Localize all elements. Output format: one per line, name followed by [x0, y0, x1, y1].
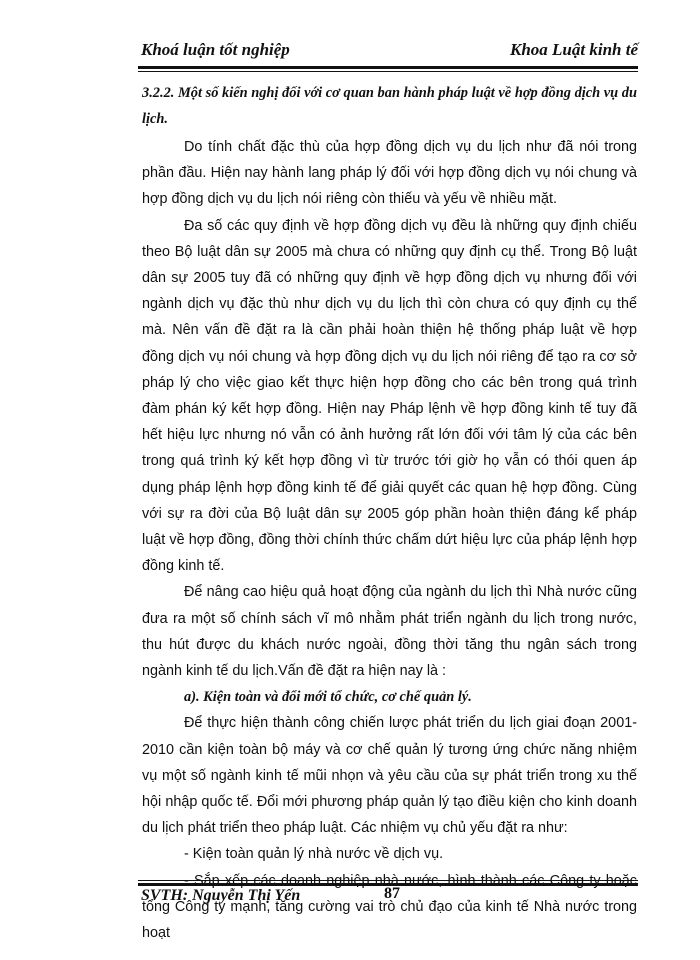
- paragraph-1: Do tính chất đặc thù của hợp đồng dịch vụ du lịch như đã nói trong phần đầu. Hiện nay hành lang pháp lý đối với hợp đồng dịch vụ nói chung và hợp đồng dịch vụ du lịch nói riêng còn thiếu và yếu về nhiều mặt.: [142, 139, 637, 208]
- paragraph-4: Để thực hiện thành công chiến lược phát triển du lịch giai đoạn 2001-2010 cần kiện toàn bộ máy và cơ chế quản lý tương ứng chức năng nhiệm vụ một số ngành kinh tế mũi nhọn và yêu cầu của sự phát triển trong xu thế hội nhập quốc tế. Đổi mới phương pháp quản lý tạo điều kiện cho kinh doanh du lịch phát triển theo pháp luật. Các nhiệm vụ chủ yếu đặt ra như:: [142, 715, 637, 837]
- page-number: 87: [384, 885, 400, 902]
- header-divider-thin: [138, 71, 638, 72]
- footer-divider-thin: [138, 880, 638, 881]
- section-heading: 3.2.2. Một số kiến nghị đối với cơ quan ban hành pháp luật về hợp đồng dịch vụ du lịch.: [142, 85, 637, 127]
- paragraph-3: Để nâng cao hiệu quả hoạt động của ngành du lịch thì Nhà nước cũng đưa ra một số chính sách vĩ mô nhằm phát triển ngành du lịch trong nước, thu hút được du khách nước ngoài, đồng thời tăng thu ngân sách trong ngành kinh tế du lịch.Vấn đề đặt ra hiện nay là :: [142, 584, 637, 680]
- bullet-item-2: tổng Công ty mạnh, tăng cường vai trò chủ đạo của kinh tế Nhà nước trong hoạt: [142, 898, 637, 942]
- header-divider: [138, 66, 638, 69]
- header-thesis-label: Khoá luận tốt nghiệp: [141, 40, 290, 59]
- page-body: [142, 80, 637, 946]
- header-faculty-label: Khoa Luật kinh tế: [509, 40, 638, 59]
- bullet-item-1: - Kiện toàn quản lý nhà nước về dịch vụ.: [184, 846, 444, 863]
- footer-author: SVTH: Nguyễn Thị Yến: [141, 887, 301, 904]
- subheading-a: a). Kiện toàn và đổi mới tổ chức, cơ chế quản lý.: [184, 689, 472, 706]
- paragraph-2: Đa số các quy định về hợp đồng dịch vụ đều là những quy định chiếu theo Bộ luật dân sự 2005 mà chưa có những quy định cụ thể. Trong Bộ luật dân sự 2005 tuy đã có những quy định về hợp đồng dịch vụ nhưng đối với ngành dịch vụ đặc thù như dịch vụ du lịch thì còn chưa có quy định cụ thể mà. Nên vấn đề đặt ra là cần phải hoàn thiện hệ thống pháp luật về hợp đồng dịch vụ nói chung và hợp đồng dịch vụ du lịch nói riêng để tạo ra cơ sở pháp lý cho việc giao kết thực hiện hợp đồng cho các bên trong quá trình đàm phán ký kết hợp đồng. Hiện nay Pháp lệnh về hợp đồng kinh tế tuy đã hết hiệu lực nhưng nó vẫn có ảnh hưởng rất lớn đối với tâm lý của các bên trong quá trình ký kết hợp đồng vì từ trước tới giờ họ vẫn có thói quen áp dụng pháp lệnh hợp đồng kinh tế để giải quyết các quan hệ hợp đồng. Cùng với sự ra đời của Bộ luật dân sự 2005 góp phần hoàn thiện đáng kể pháp luật về hợp đồng, đồng thời chính thức chấm dứt hiệu lực của pháp lệnh hợp đồng kinh tế.: [142, 217, 637, 575]
